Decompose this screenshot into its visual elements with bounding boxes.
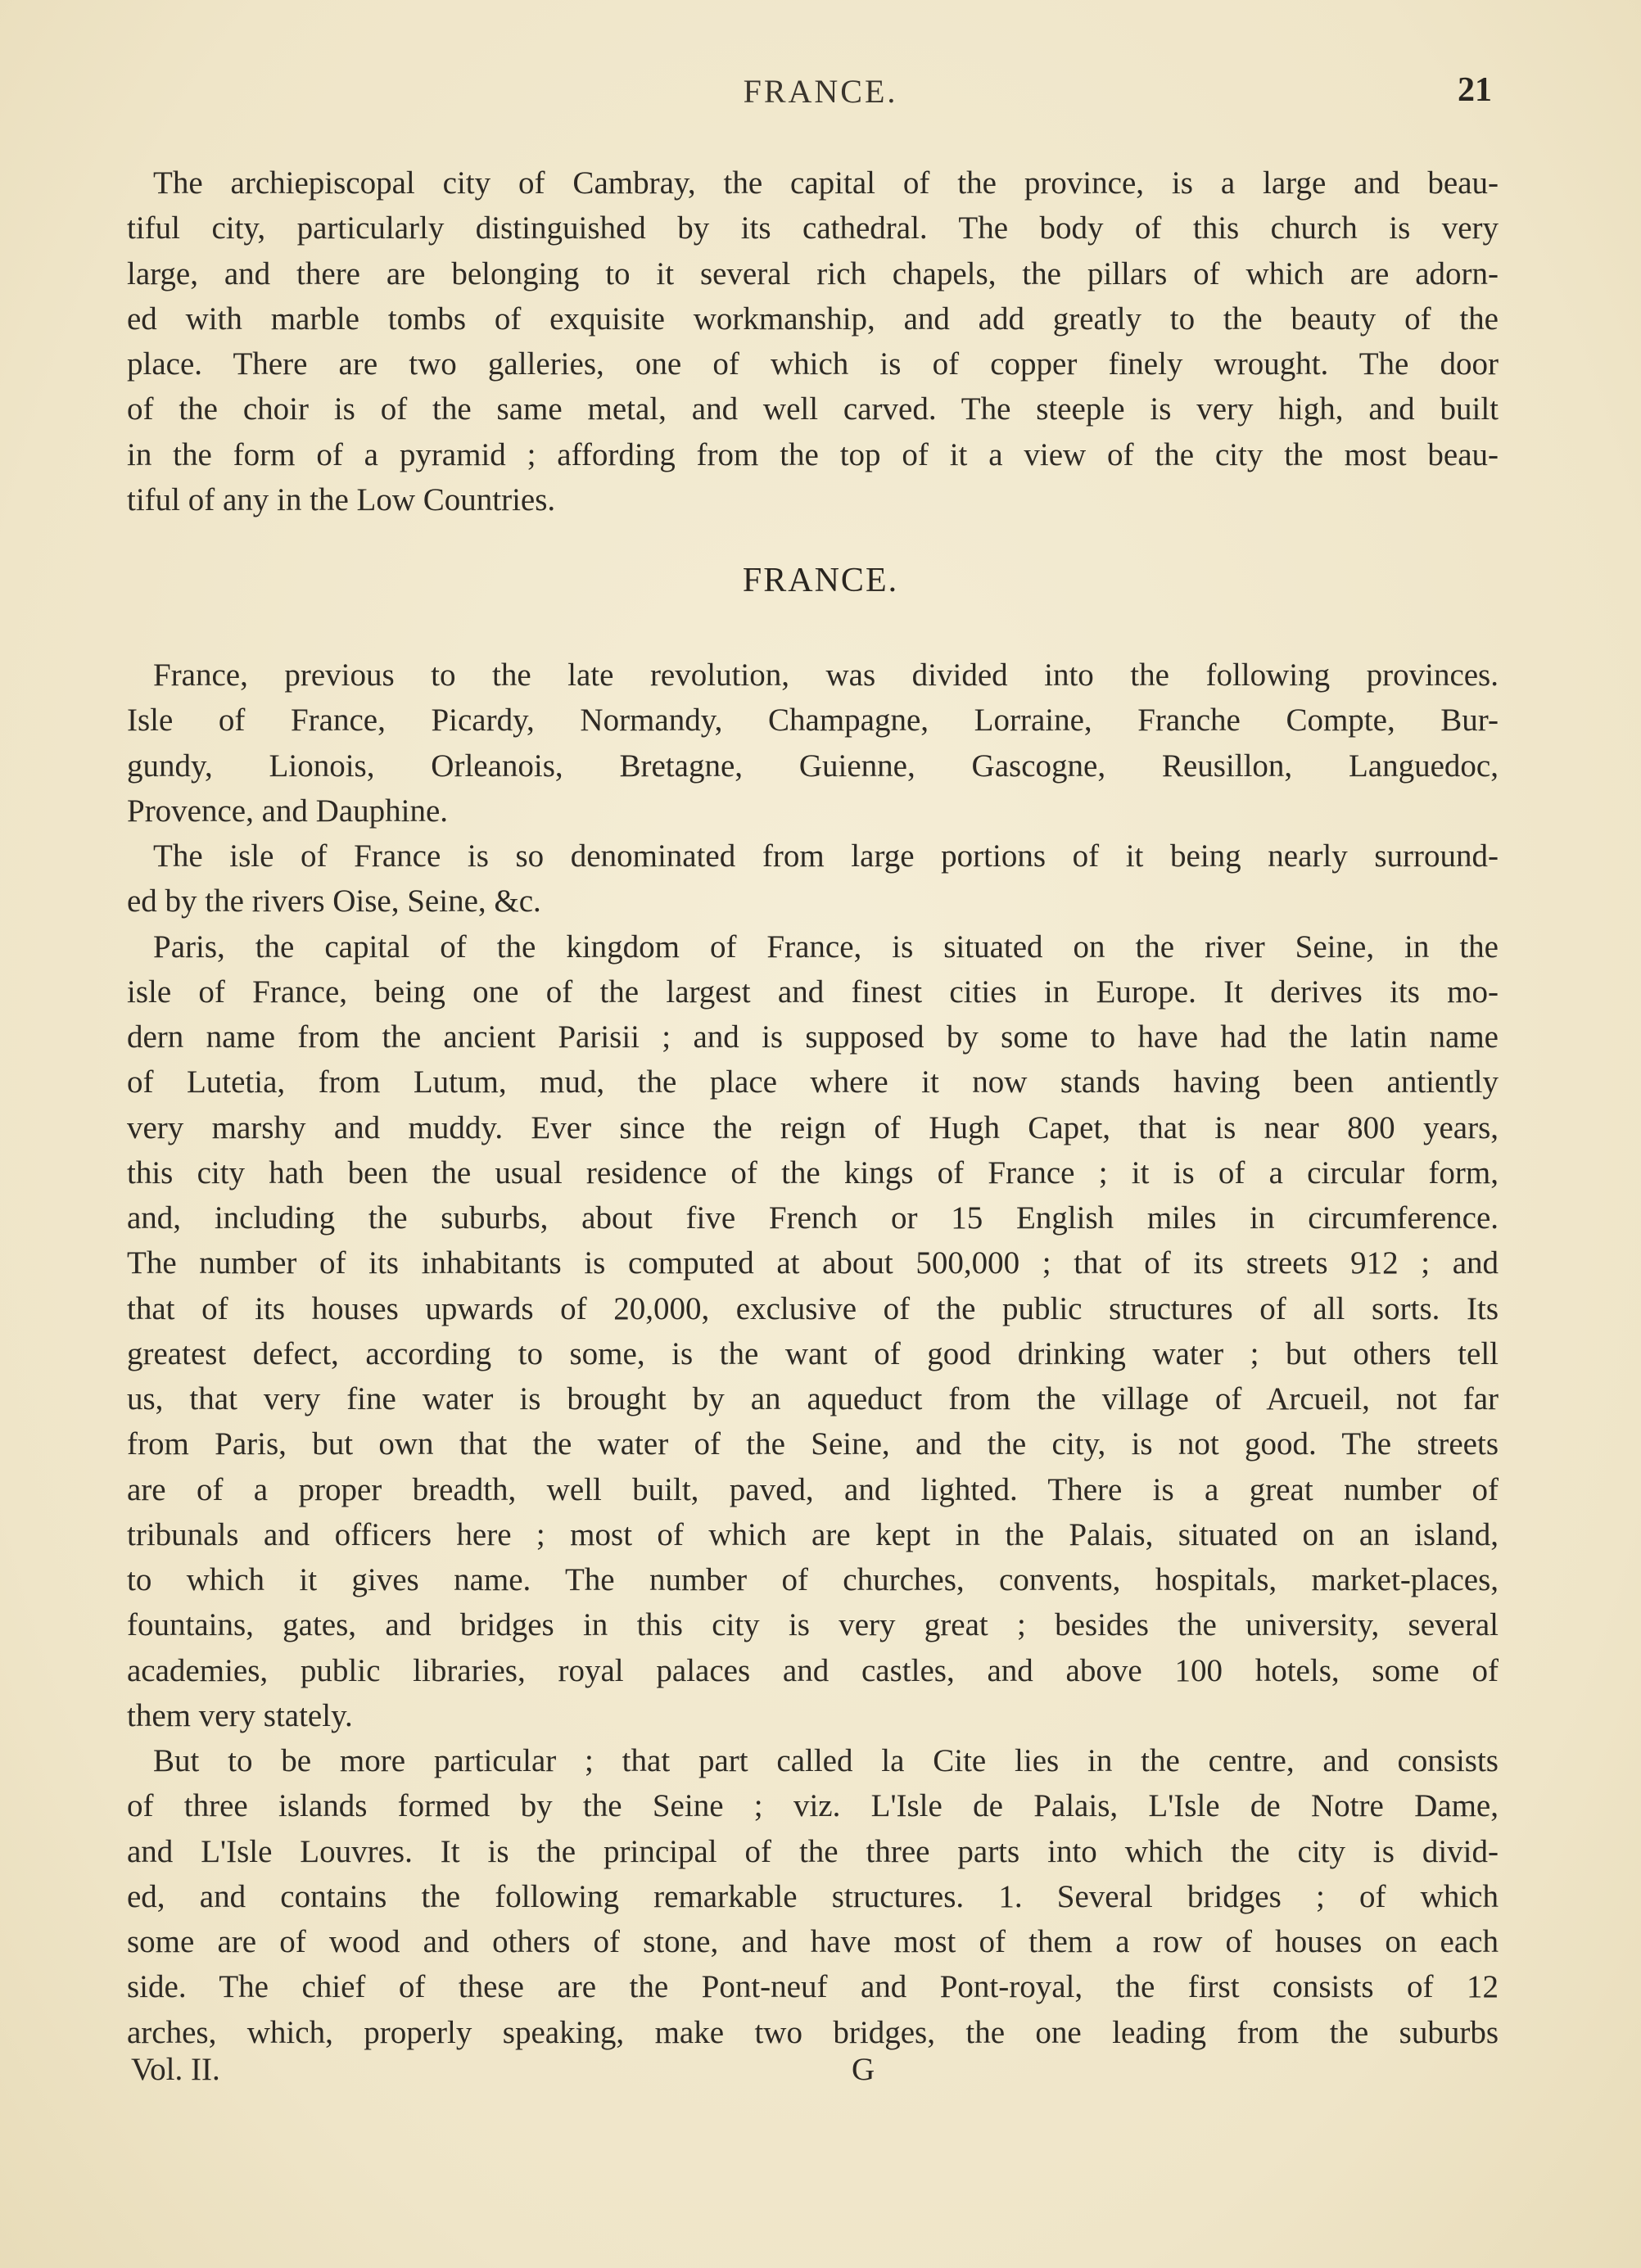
- text-line: of Lutetia, from Lutum, mud, the place where it now stands having been antiently: [127, 1064, 1499, 1100]
- text-line: them very stately.: [127, 1697, 353, 1733]
- text-line: gundy, Lionois, Orleanois, Bretagne, Guienne, Gascogne, Reusillon, Languedoc,: [127, 748, 1499, 784]
- text-line: France, previous to the late revolution, was divided into the following provinces.: [153, 657, 1499, 693]
- text-line: tiful of any in the Low Countries.: [127, 481, 556, 517]
- text-line: greatest defect, according to some, is the want of good drinking water ; but others tell: [127, 1335, 1499, 1371]
- text-line: of the choir is of the same metal, and well carved. The steeple is very high, and built: [127, 391, 1499, 427]
- text-line: in the form of a pyramid ; affording from the top of it a view of the city the most beau-: [127, 436, 1499, 472]
- paragraph: [127, 160, 1499, 522]
- running-head: FRANCE.: [743, 73, 898, 110]
- section-text: [127, 653, 1499, 2055]
- text-line: dern name from the ancient Parisii ; and is supposed by some to have had the latin name: [127, 1019, 1499, 1055]
- text-line: that of its houses upwards of 20,000, exclusive of the public structures of all sorts. Its: [127, 1290, 1499, 1326]
- text-line: The archiepiscopal city of Cambray, the capital of the province, is a large and beau-: [153, 165, 1499, 201]
- paragraph: [127, 1738, 1499, 2055]
- text-line: ed with marble tombs of exquisite workmanship, and add greatly to the beauty of the: [127, 300, 1499, 337]
- text-line: fountains, gates, and bridges in this city is very great ; besides the university, several: [127, 1607, 1499, 1643]
- paragraph: [127, 834, 1499, 924]
- text-line: from Paris, but own that the water of the Seine, and the city, is not good. The streets: [127, 1426, 1499, 1462]
- text-line: and L'Isle Louvres. It is the principal of the three parts into which the city is divid-: [127, 1833, 1499, 1869]
- text-line: tribunals and officers here ; most of which are kept in the Palais, situated on an island,: [127, 1516, 1499, 1552]
- text-line: arches, which, properly speaking, make two bridges, the one leading from the suburbs: [127, 2014, 1499, 2050]
- text-line: The number of its inhabitants is computed at about 500,000 ; that of its streets 912 ; and: [127, 1245, 1499, 1281]
- text-line: side. The chief of these are the Pont-neuf and Pont-royal, the first consists of 12: [127, 1969, 1499, 2005]
- text-line: place. There are two galleries, one of which is of copper finely wrought. The door: [127, 346, 1499, 382]
- text-line: us, that very fine water is brought by an aqueduct from the village of Arcueil, not far: [127, 1381, 1499, 1416]
- text-line: tiful city, particularly distinguished by its cathedral. The body of this church is very: [127, 210, 1499, 246]
- text-line: to which it gives name. The number of churches, convents, hospitals, market-places,: [127, 1562, 1499, 1597]
- text-line: some are of wood and others of stone, and have most of them a row of houses on each: [127, 1924, 1499, 1959]
- text-line: The isle of France is so denominated from large portions of it being nearly surround-: [153, 838, 1499, 874]
- text-line: Paris, the capital of the kingdom of France, is situated on the river Seine, in the: [153, 928, 1499, 965]
- footer-volume: Vol. II.: [131, 2052, 220, 2087]
- text-line: this city hath been the usual residence of the kings of France ; it is of a circular form,: [127, 1154, 1499, 1190]
- paragraph: [127, 924, 1499, 1739]
- text-line: academies, public libraries, royal palaces and castles, and above 100 hotels, some of: [127, 1652, 1499, 1688]
- text-line: of three islands formed by the Seine ; viz. L'Isle de Palais, L'Isle de Notre Dame,: [127, 1788, 1499, 1824]
- text-line: very marshy and muddy. Ever since the reign of Hugh Capet, that is near 800 years,: [127, 1109, 1499, 1145]
- page-number: 21: [1458, 71, 1492, 109]
- footer-signature: G: [852, 2052, 875, 2087]
- text-line: ed, and contains the following remarkable structures. 1. Several bridges ; of which: [127, 1878, 1499, 1914]
- paragraph: [127, 653, 1499, 834]
- intro-text: [127, 160, 1499, 522]
- text-line: Isle of France, Picardy, Normandy, Champagne, Lorraine, Franche Compte, Bur-: [127, 703, 1499, 739]
- section-heading: FRANCE.: [742, 562, 899, 599]
- text-line: Provence, and Dauphine.: [127, 793, 449, 829]
- text-line: are of a proper breadth, well built, paved, and lighted. There is a great number of: [127, 1471, 1499, 1507]
- text-line: isle of France, being one of the largest and finest cities in Europe. It derives its mo-: [127, 974, 1499, 1010]
- text-line: and, including the suburbs, about five French or 15 English miles in circumference.: [127, 1200, 1499, 1236]
- text-line: ed by the rivers Oise, Seine, &c.: [127, 883, 541, 919]
- text-line: large, and there are belonging to it several rich chapels, the pillars of which are adorn-: [127, 255, 1499, 291]
- text-line: But to be more particular ; that part called la Cite lies in the centre, and consists: [153, 1743, 1499, 1778]
